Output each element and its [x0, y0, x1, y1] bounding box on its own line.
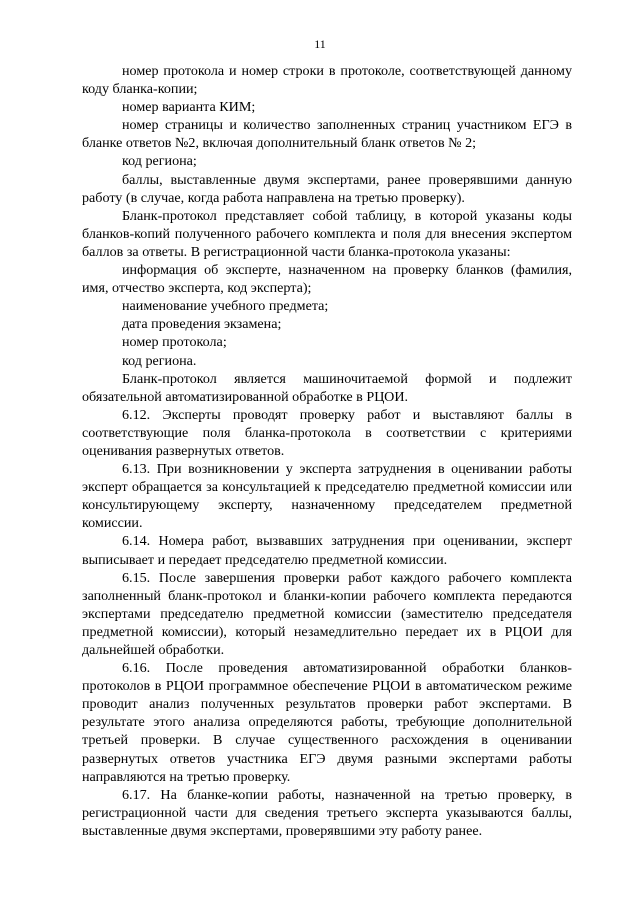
paragraph: код региона;	[122, 153, 197, 170]
paragraph: 6.13. При возникновении у эксперта затруднения в оценивании работы эксперт обращается за консультацией к председателю предметной комиссии или консультирующему эксперту, назначенному председателем предметной комиссии.	[82, 461, 572, 532]
paragraph: дата проведения экзамена;	[122, 316, 282, 333]
paragraph: 6.15. После завершения проверки работ каждого рабочего комплекта заполненный бланк-протокол и бланки-копии рабочего комплекта передаются экспертами председателю предметной комиссии (заместителю председателя предметной комиссии), который незамедлительно передает их в РЦОИ для дальнейшей обработки.	[82, 569, 572, 658]
paragraph: 6.16. После проведения автоматизированной обработки бланков-протоколов в РЦОИ программное обеспечение РЦОИ в автоматическом режиме проводит анализ полученных результатов проверки работ экспертами. В результате этого анализа определяются работы, требующие дополнительной третьей проверки. В случае существенного расхождения в оценивании развернутых ответов участника ЕГЭ двумя разными экспертами работы направляются на третью проверку.	[82, 660, 572, 785]
paragraph: баллы, выставленные двумя экспертами, ранее проверявшими данную работу (в случае, когда работа направлена на третью проверку).	[82, 171, 572, 206]
paragraph: номер протокола и номер строки в протоколе, соответствующей данному коду бланка-копии;	[82, 63, 572, 98]
paragraph: 6.12. Эксперты проводят проверку работ и выставляют баллы в соответствующие поля бланка-протокола в соответствии с критериями оценивания развернутых ответов.	[82, 406, 572, 459]
paragraph: 6.14. Номера работ, вызвавших затруднения при оценивании, эксперт выписывает и передает председателю предметной комиссии.	[82, 533, 572, 568]
paragraph: 6.17. На бланке-копии работы, назначенной на третью проверку, в регистрационной части для сведения третьего эксперта указываются баллы, выставленные двумя экспертами, проверявшими эту работу ранее.	[82, 786, 572, 839]
document-body	[82, 62, 572, 840]
paragraph: номер страницы и количество заполненных страниц участником ЕГЭ в бланке ответов №2, включая дополнительный бланк ответов № 2;	[82, 117, 572, 152]
paragraph: информация об эксперте, назначенном на проверку бланков (фамилия, имя, отчество эксперта, код эксперта);	[82, 262, 572, 297]
paragraph: наименование учебного предмета;	[122, 298, 329, 315]
paragraph: код региона.	[122, 352, 197, 369]
paragraph: номер протокола;	[122, 334, 227, 351]
page-number: 11	[314, 37, 326, 51]
paragraph: Бланк-протокол представляет собой таблицу, в которой указаны коды бланков-копий полученного рабочего комплекта и поля для внесения экспертом баллов за ответы. В регистрационной части бланка-протокола указаны:	[82, 207, 572, 260]
paragraph: Бланк-протокол является машиночитаемой формой и подлежит обязательной автоматизированной обработке в РЦОИ.	[82, 370, 572, 405]
paragraph: номер варианта КИМ;	[122, 99, 256, 116]
